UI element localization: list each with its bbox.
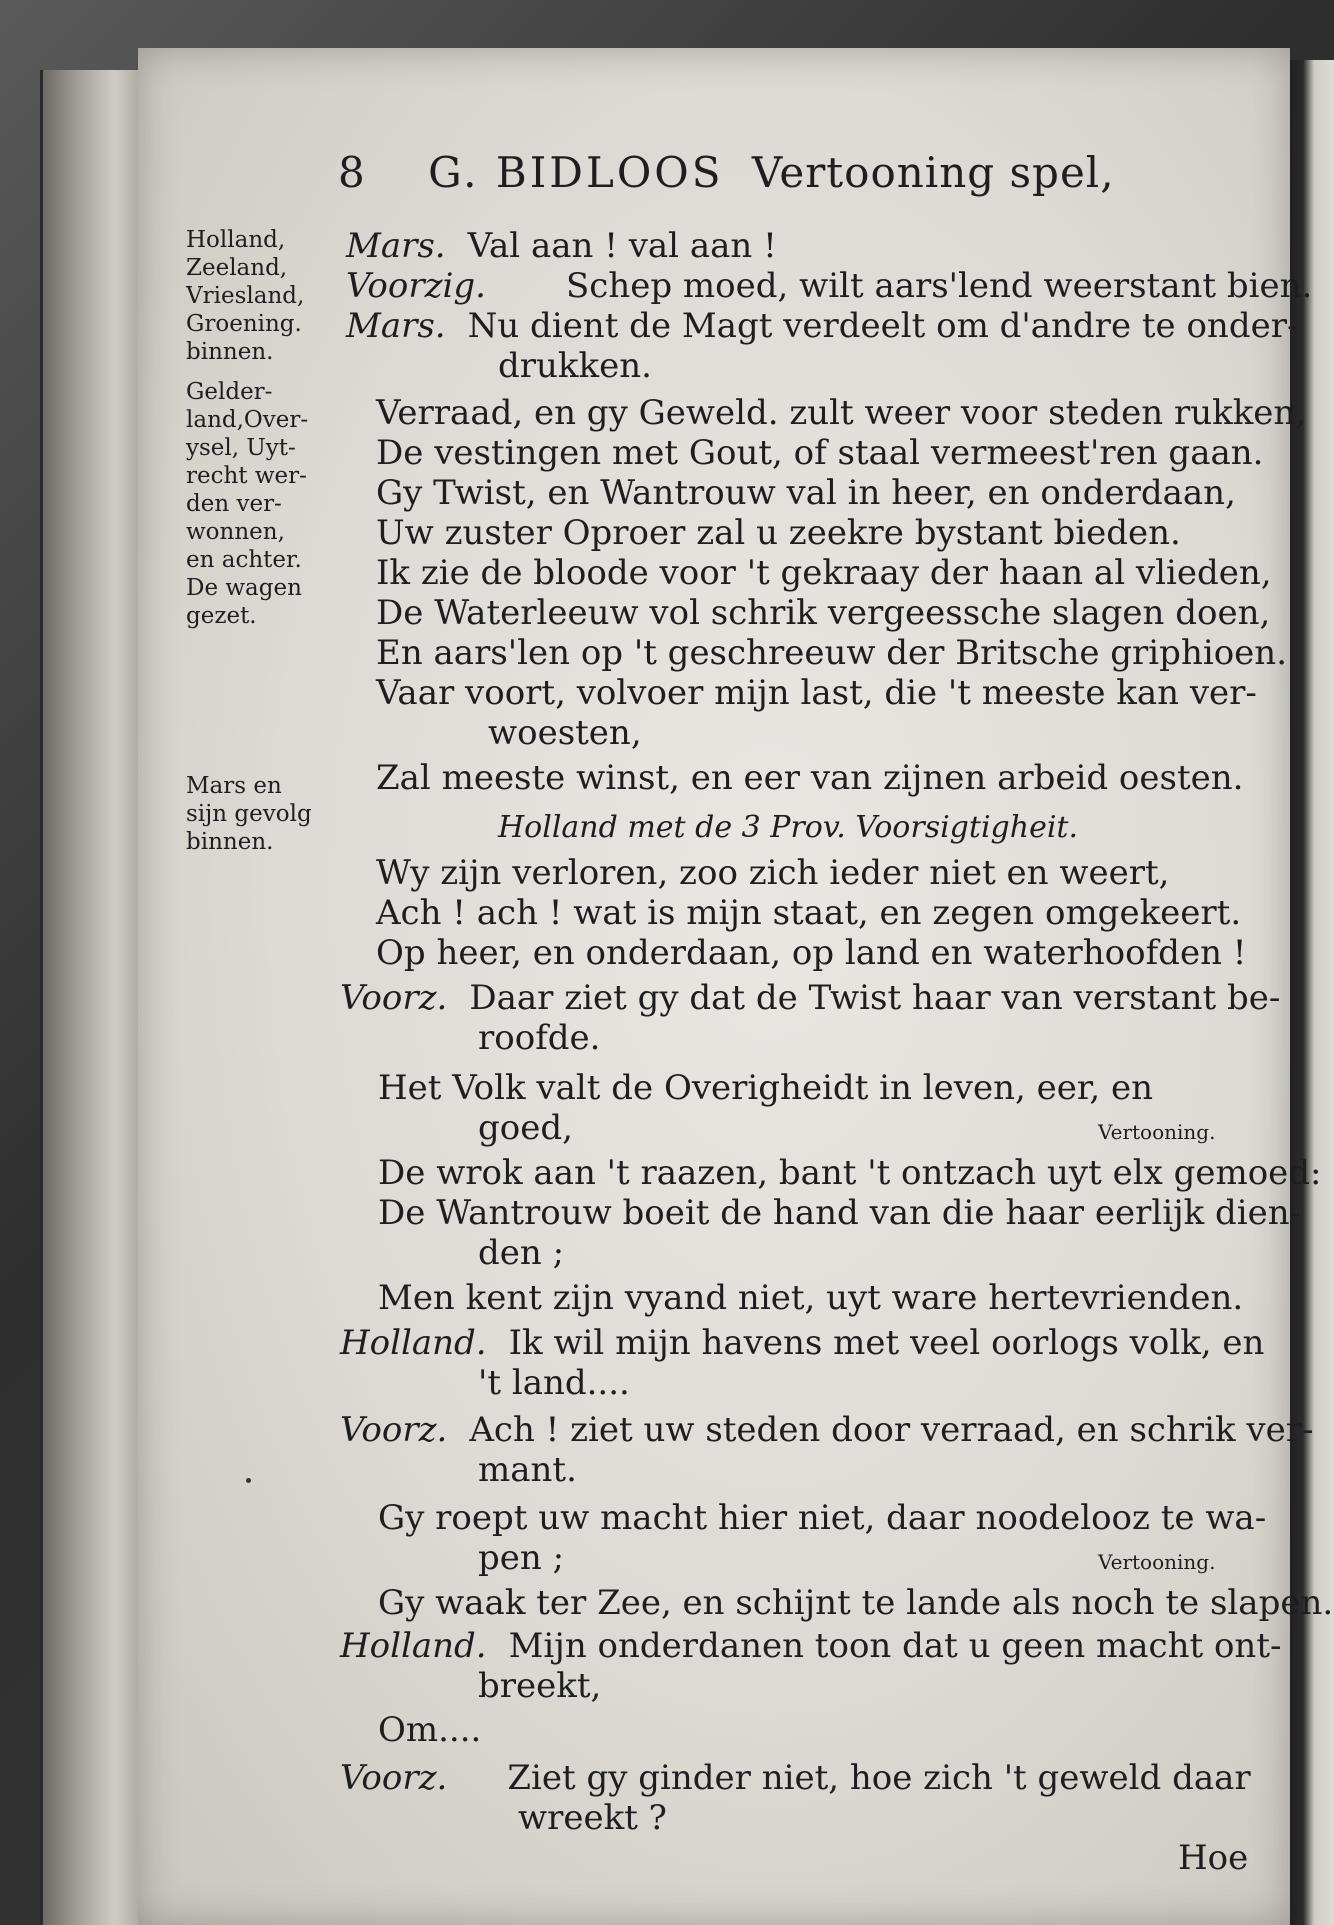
verse-line (378, 1583, 1333, 1623)
line-text: pen ; (478, 1538, 565, 1578)
verse-line (378, 1068, 1153, 1108)
ink-speck (246, 1478, 251, 1483)
speaker-name: Mars. (346, 226, 446, 266)
line-text: Verraad, en gy Geweld. zult weer voor steden rukken, (376, 393, 1307, 433)
line-text: breekt, (478, 1666, 602, 1706)
verse-line (340, 978, 1280, 1018)
verse-line (346, 226, 777, 266)
verse-line (478, 1538, 564, 1578)
verse-line (478, 1450, 577, 1490)
line-text: Uw zuster Oproer zal u zeekre bystant bieden. (376, 513, 1181, 553)
verse-line (478, 1018, 600, 1058)
verse-line (340, 1758, 1251, 1798)
verse-line (376, 593, 1270, 633)
line-text: Ik wil mijn havens met veel oorlogs volk, en (508, 1323, 1265, 1363)
line-text: De vestingen met Gout, of staal vermeest'ren gaan. (376, 433, 1264, 473)
line-text: woesten, (488, 713, 642, 753)
verse-line (378, 1193, 1301, 1233)
line-text: Wy zijn verloren, zoo zich ieder niet en weert, (376, 853, 1170, 893)
verse-line (378, 1710, 481, 1750)
verse-line (340, 1626, 1281, 1666)
verse-line (478, 1363, 630, 1403)
verse-line (376, 758, 1243, 798)
line-text: Ik zie de bloode voor 't gekraay der haan al vlieden, (376, 553, 1272, 593)
verse-line (378, 1278, 1243, 1318)
line-text: Mijn onderdanen toon dat u geen macht ont- (508, 1626, 1282, 1666)
line-text: Ach ! ach ! wat is mijn staat, en zegen omgekeert. (376, 893, 1242, 933)
verse-line (488, 713, 642, 753)
verse-line (376, 673, 1257, 713)
verse-line (376, 433, 1263, 473)
margin-cue: Vertooning. (1098, 1120, 1216, 1144)
verse-line (478, 1666, 601, 1706)
speaker-name: Holland. (340, 1323, 487, 1363)
verse-line (376, 473, 1236, 513)
verse-line (478, 1108, 573, 1148)
line-text: Het Volk valt de Overigheidt in leven, eer, en (378, 1068, 1153, 1108)
verse-line (498, 346, 652, 386)
verse-line (378, 1153, 1322, 1193)
verse-line (340, 1323, 1264, 1363)
line-text: Gy roept uw macht hier niet, daar noodelooz te wa- (378, 1498, 1267, 1538)
author-name: G. BIDLOOS (428, 148, 724, 197)
line-text: Vaar voort, volvoer mijn last, die 't meeste kan ver- (376, 673, 1257, 713)
line-text: roofde. (478, 1018, 601, 1058)
margin-cue: Vertooning. (1098, 1550, 1216, 1574)
verse-line (376, 933, 1246, 973)
line-text: Ach ! ziet uw steden door verraad, en schrik ver- (469, 1410, 1314, 1450)
line-text: Men kent zijn vyand niet, uyt ware hertevrienden. (378, 1278, 1244, 1318)
verse-line (346, 306, 1298, 346)
line-text: Gy waak ter Zee, en schijnt te lande als noch te slapen. (378, 1583, 1334, 1623)
line-text: wreekt ? (518, 1798, 667, 1838)
line-text: De Waterleeuw vol schrik vergeessche slagen doen, (376, 593, 1271, 633)
margin-note-1: Holland, Zeeland, Vriesland, Groening. binnen. (186, 227, 305, 365)
book-page-edges (40, 70, 153, 1925)
line-text: De wrok aan 't raazen, bant 't ontzach uyt elx gemoed: (378, 1153, 1322, 1193)
verse-line (376, 633, 1287, 673)
running-head (338, 148, 1115, 197)
speaker-name: Holland. (340, 1626, 487, 1666)
speaker-name: Voorz. (340, 1410, 448, 1450)
margin-note-3: Mars en sijn gevolg binnen. (186, 773, 312, 855)
speaker-name: Voorz. (340, 978, 448, 1018)
verse-line (378, 1498, 1266, 1538)
verse-line (376, 893, 1241, 933)
line-text: Zal meeste winst, en eer van zijnen arbeid oesten. (376, 758, 1244, 798)
line-text: Schep moed, wilt aars'lend weerstant bien. (565, 266, 1313, 306)
line-text: Val aan ! val aan ! (467, 226, 777, 266)
line-text: De Wantrouw boeit de hand van die haar eerlijk dien- (378, 1193, 1302, 1233)
line-text: den ; (478, 1233, 565, 1273)
margin-note-2: Gelder- land,Over- ysel, Uyt- recht wer- den ver- wonnen, en achter. De wagen gezet. (186, 379, 309, 629)
page-number: 8 (338, 148, 366, 197)
verse-line (376, 553, 1272, 593)
speaker-name: Mars. (346, 306, 446, 346)
line-text: Op heer, en onderdaan, op land en waterhoofden ! (376, 933, 1247, 973)
verse-line (346, 266, 1312, 306)
catchword: Hoe (1178, 1838, 1249, 1878)
line-text: Nu dient de Magt verdeelt om d'andre te onder- (467, 306, 1299, 346)
line-text: Ziet gy ginder niet, hoe zich 't geweld daar (507, 1758, 1251, 1798)
line-text: 't land.... (478, 1363, 630, 1403)
line-text: Daar ziet gy dat de Twist haar van verstant be- (469, 978, 1281, 1018)
stage-direction: Holland met de 3 Prov. Voorsigtigheit. (498, 810, 1079, 845)
verse-line (478, 1233, 564, 1273)
book-page (138, 48, 1334, 1925)
line-text: Gy Twist, en Wantrouw val in heer, en onderdaan, (376, 473, 1236, 513)
line-text: Om.... (378, 1710, 482, 1750)
line-text: En aars'len op 't geschreeuw der Britsche griphioen. (376, 633, 1288, 673)
line-text: goed, (478, 1108, 573, 1148)
line-text: mant. (478, 1450, 577, 1490)
verse-line (518, 1798, 667, 1838)
line-text: drukken. (498, 346, 652, 386)
speaker-name: Voorzig. (346, 266, 486, 306)
work-title: Vertooning spel, (751, 148, 1115, 197)
verse-line (376, 513, 1181, 553)
verse-line (376, 393, 1306, 433)
verse-line (376, 853, 1169, 893)
speaker-name: Voorz. (340, 1758, 448, 1798)
verse-line (340, 1410, 1313, 1450)
